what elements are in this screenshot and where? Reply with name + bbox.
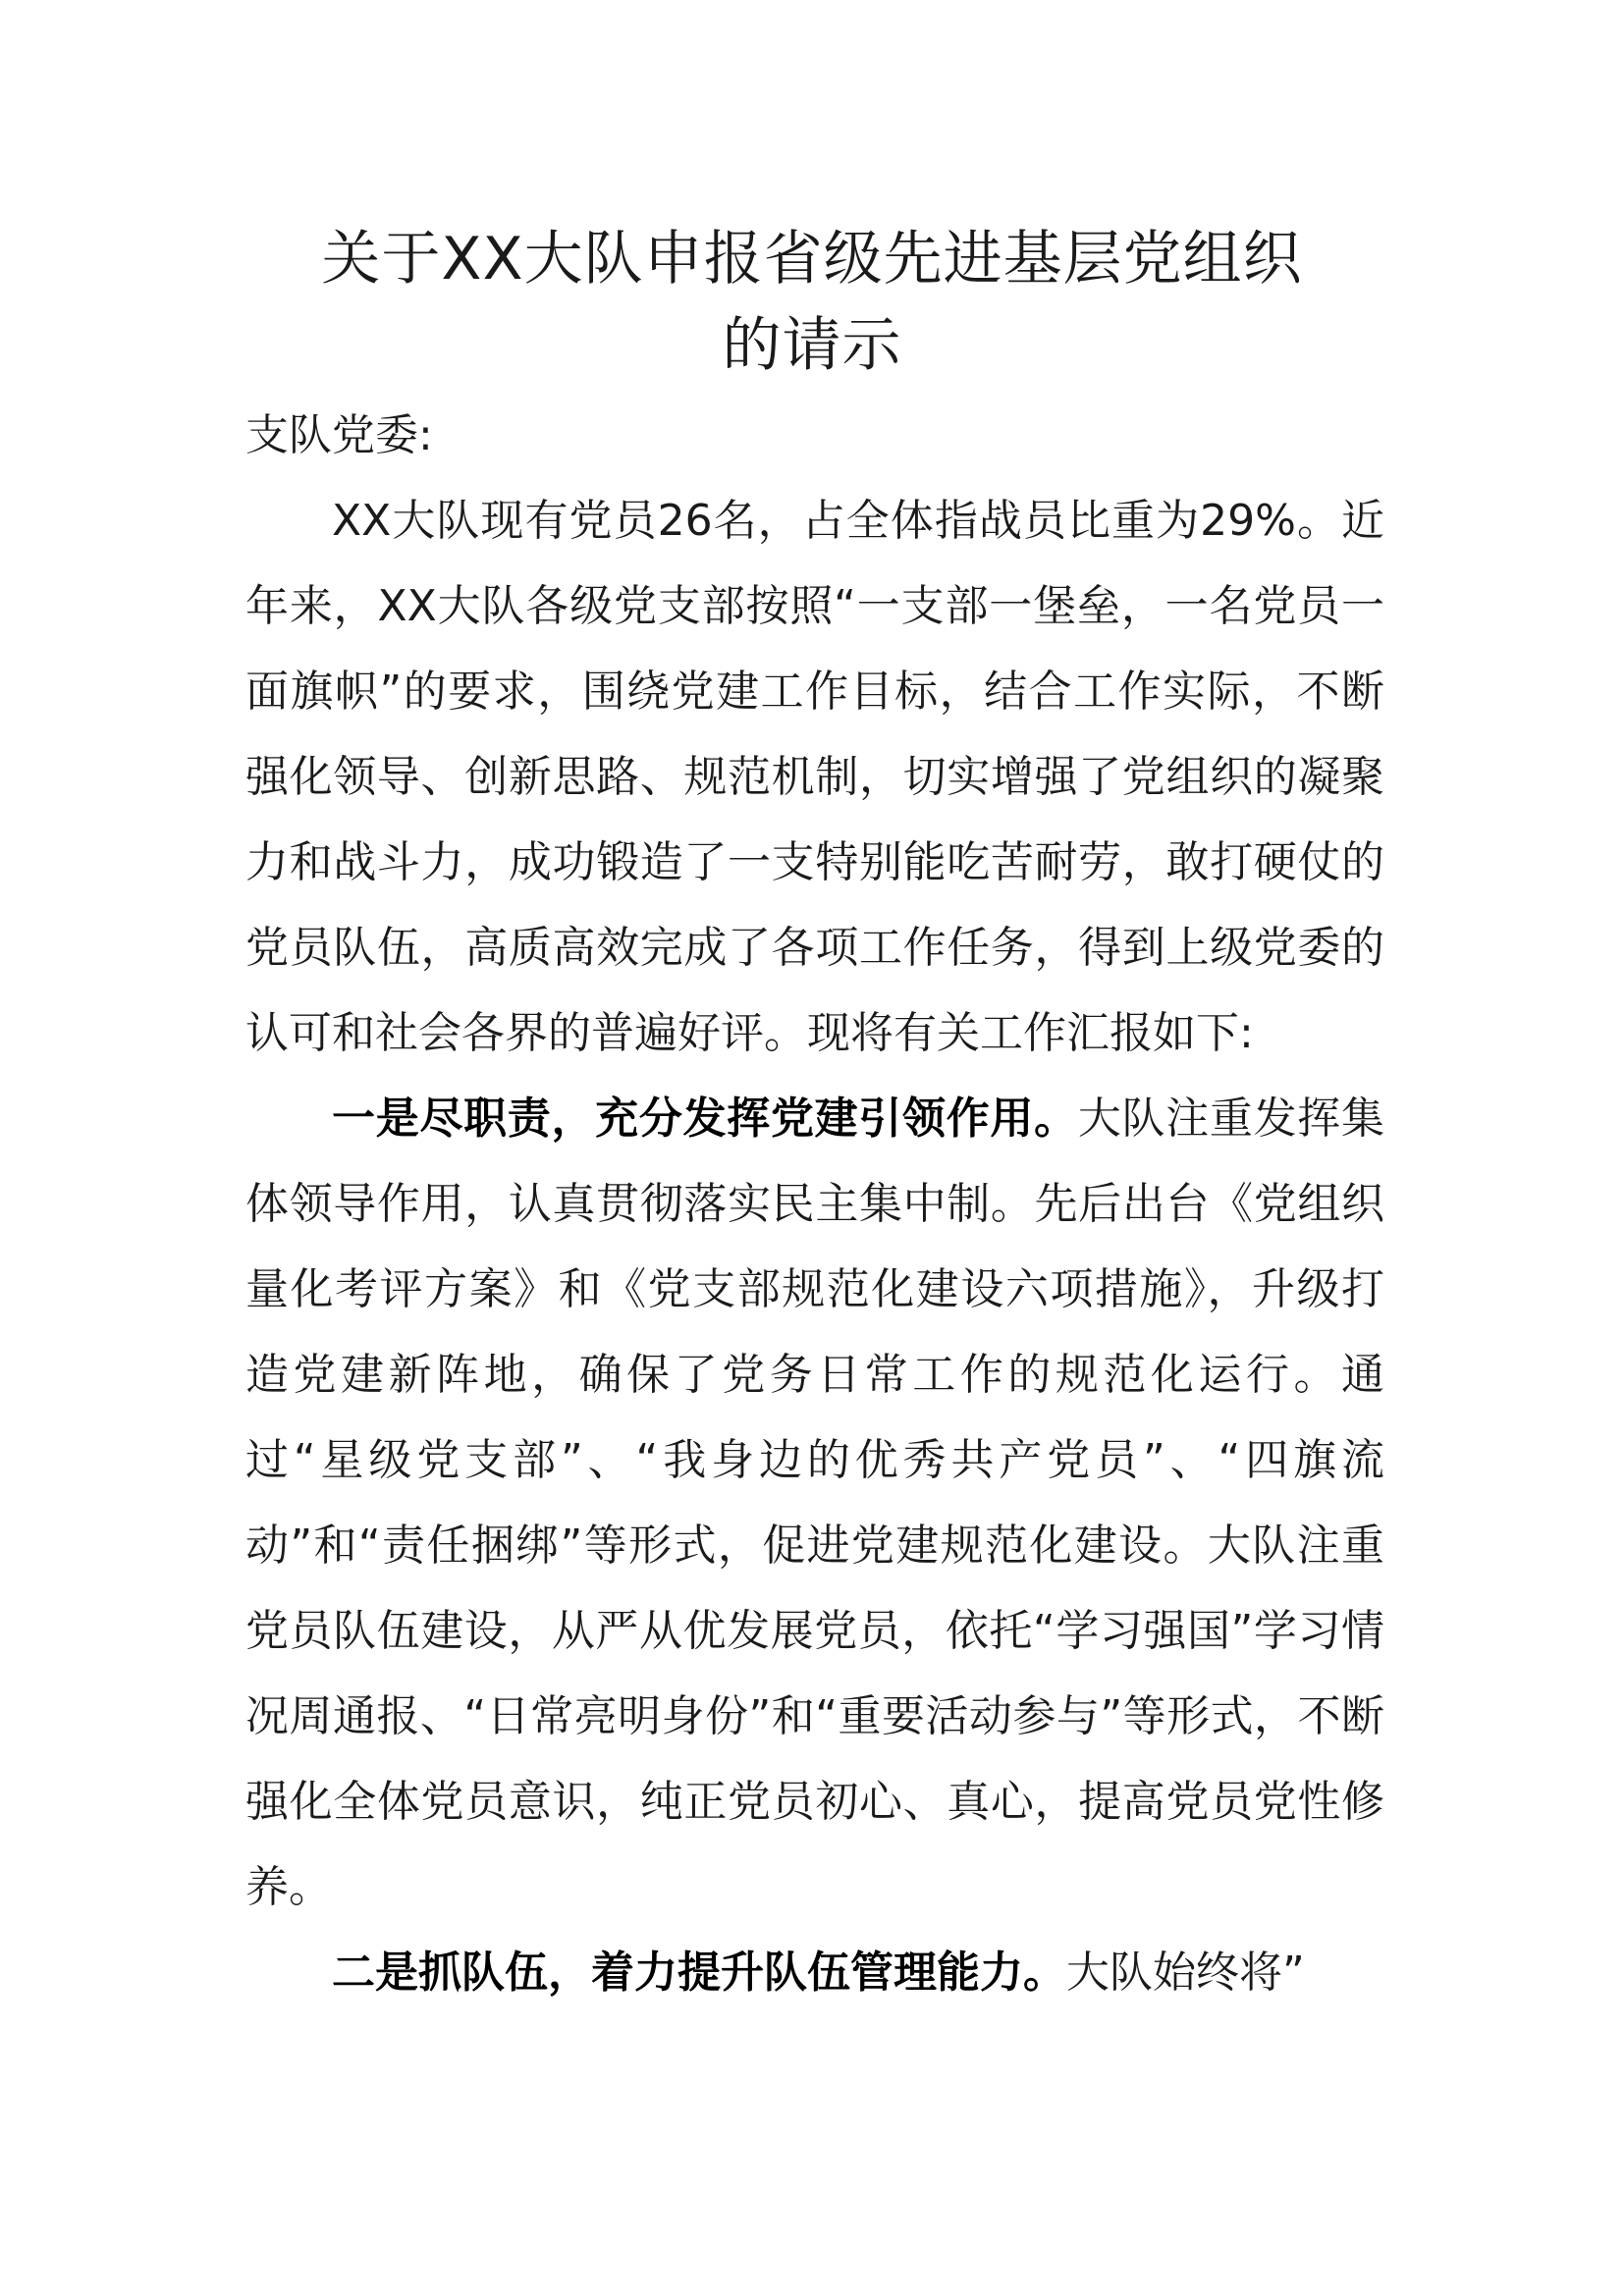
title-line-1: 关于XX大队申报省级先进基层党组织 [321, 225, 1303, 294]
salutation: 支队党委: [245, 410, 433, 460]
section-two-text: 大队始终将” [1066, 1948, 1305, 1998]
document-title [245, 216, 1379, 389]
title-line-2: 的请示 [722, 311, 902, 380]
section-two-heading: 二是抓队伍，着力提升队伍管理能力。 [332, 1948, 1066, 1998]
section-one-heading: 一是尽职责，充分发挥党建引领作用。 [332, 1094, 1078, 1144]
section-one-text: 大队注重发挥集体领导作用，认真贯彻落实民主集中制。先后出台《党组织量化考评方案》和《党支部规范化建设六项措施》，升级打造党建新阵地，确保了党务日常工作的规范化运行。通过“星级党支部”、“我身边的优秀共产党员”、“四旗流动”和“责任捆绑”等形式，促进党建规范化建设。大队注重党员队伍建设，从严从优发展党员，依托“学习强国”学习情况周通报、“日常亮明身份”和“重要活动参与”等形式，不断强化全体党员意识，纯正党员初心、真心，提高党员党性修养。 [245, 1094, 1385, 1912]
paragraph-section-one [245, 1076, 1384, 1930]
document-body [245, 393, 1384, 2015]
paragraph-section-two [245, 1930, 1384, 2015]
paragraph-intro: XX大队现有党员26名，占全体指战员比重为29%。近年来，XX大队各级党支部按照“一支部一堡垒，一名党员一面旗帜”的要求，围绕党建工作目标，结合工作实际，不断强化领导、创新思路、规范机制，切实增强了党组织的凝聚力和战斗力，成功锻造了一支特别能吃苦耐劳，敢打硬仗的党员队伍，高质高效完成了各项工作任务，得到上级党委的认可和社会各界的普遍好评。现将有关工作汇报如下: [245, 496, 1384, 1058]
